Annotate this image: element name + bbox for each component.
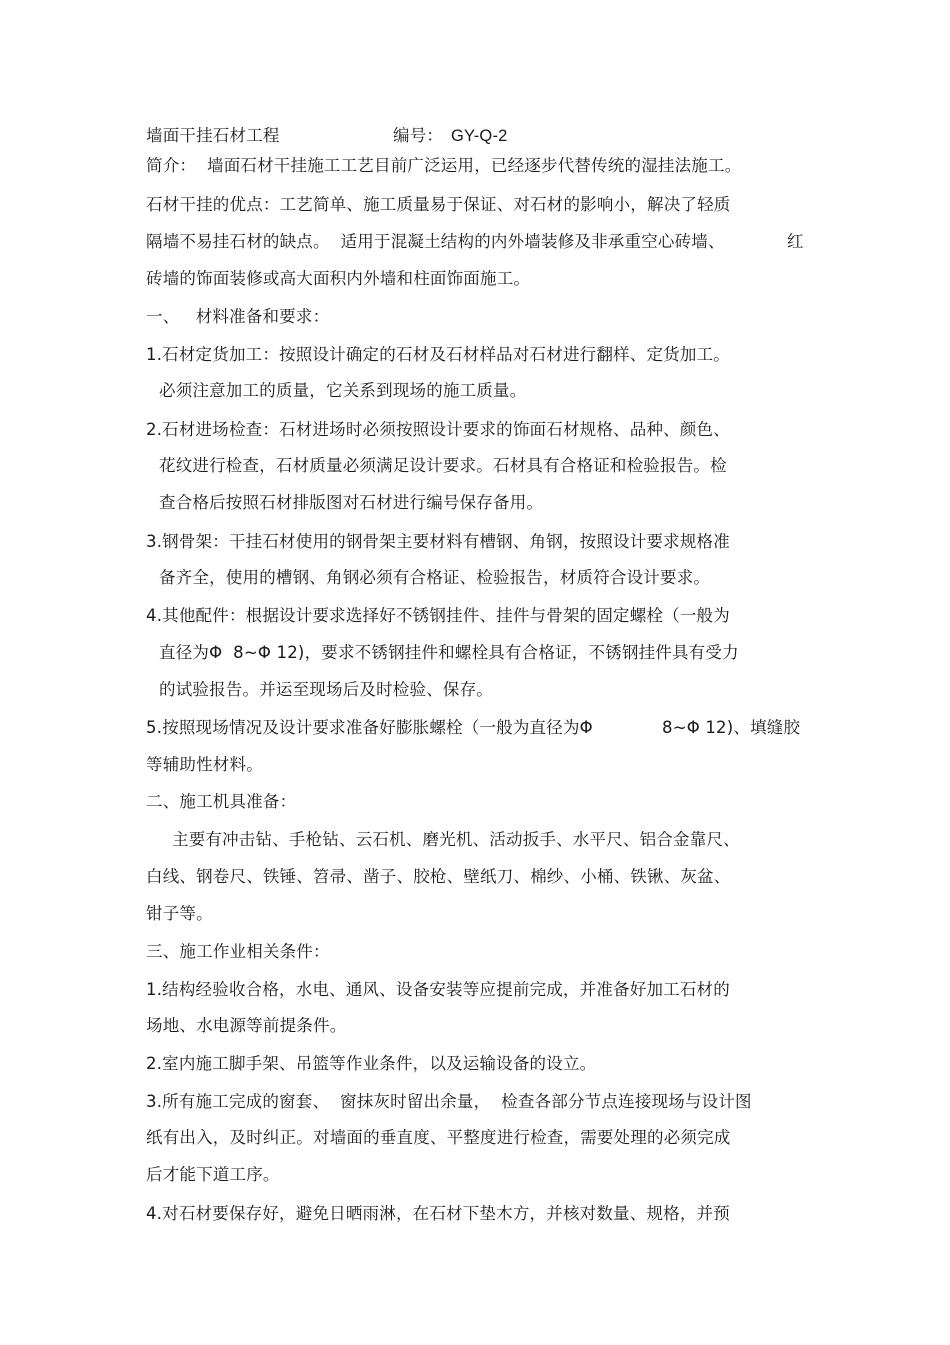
text-line: 必须注意加工的质量，它关系到现场的施工质量。 xyxy=(159,381,527,400)
text-line: 1.石材定货加工：按照设计确定的石材及石材样品对石材进行翻样、定货加工。 xyxy=(146,345,730,364)
document-title: 墙面干挂石材工程 xyxy=(146,126,280,145)
text-line: 隔墙不易挂石材的缺点。 适用于混凝土结构的内外墙装修及非承重空心砖墙、 xyxy=(146,232,725,251)
text-line: 2.室内施工脚手架、吊篮等作业条件，以及运输设备的设立。 xyxy=(146,1054,597,1073)
text-line: 场地、水电源等前提条件。 xyxy=(146,1016,347,1035)
text-line: 石材干挂的优点：工艺简单、施工质量易于保证、对石材的影响小，解决了轻质 xyxy=(146,195,731,214)
text-line: 直径为Φ 8~Φ 12)，要求不锈钢挂件和螺栓具有合格证，不锈钢挂件具有受力 xyxy=(159,643,739,662)
code-label: 编号： xyxy=(393,126,444,145)
text-line: 3.所有施工完成的窗套、 窗抹灰时留出余量， 检查各部分节点连接现场与设计图 xyxy=(146,1092,752,1111)
text-line: 5.按照现场情况及设计要求准备好膨胀螺栓（一般为直径为Φ xyxy=(146,718,593,737)
text-line: 4.其他配件：根据设计要求选择好不锈钢挂件、挂件与骨架的固定螺栓（一般为 xyxy=(146,606,730,625)
text-line: 后才能下道工序。 xyxy=(146,1165,280,1184)
text-line: 红 xyxy=(787,232,804,251)
text-line: 1.结构经验收合格，水电、通风、设备安装等应提前完成，并准备好加工石材的 xyxy=(146,980,730,999)
section-heading: 一、 材料准备和要求： xyxy=(146,307,330,326)
text-line: 的试验报告。并运至现场后及时检验、保存。 xyxy=(159,680,493,699)
text-line: 2.石材进场检查：石材进场时必须按照设计要求的饰面石材规格、品种、颜色、 xyxy=(146,420,730,439)
text-line: 纸有出入，及时纠正。对墙面的垂直度、平整度进行检查，需要处理的必须完成 xyxy=(146,1128,731,1147)
text-line: 4.对石材要保存好，避免日晒雨淋，在石材下垫木方，并核对数量、规格，并预 xyxy=(146,1204,730,1223)
text-line: 备齐全，使用的槽钢、角钢必须有合格证、检验报告，材质符合设计要求。 xyxy=(159,568,711,587)
text-line: 3.钢骨架：干挂石材使用的钢骨架主要材料有槽钢、角钢，按照设计要求规格准 xyxy=(146,532,730,551)
text-line: 钳子等。 xyxy=(146,904,213,923)
text-line: 砖墙的饰面装修或高大面积内外墙和柱面饰面施工。 xyxy=(146,269,531,288)
text-line: 8~Φ 12)、填缝胶 xyxy=(662,718,801,737)
section-heading: 三、施工作业相关条件： xyxy=(146,942,330,961)
code-value: GY-Q-2 xyxy=(451,127,508,145)
section-heading: 二、施工机具准备： xyxy=(146,792,297,811)
text-line: 简介： 墙面石材干挂施工工艺目前广泛运用，已经逐步代替传统的湿挂法施工。 xyxy=(146,156,742,175)
text-line: 等辅助性材料。 xyxy=(146,755,263,774)
text-line: 花纹进行检查，石材质量必须满足设计要求。石材具有合格证和检验报告。检 xyxy=(159,456,727,475)
text-line: 白线、钢卷尺、铁锤、笤帚、凿子、胶枪、壁纸刀、棉纱、小桶、铁锹、灰盆、 xyxy=(146,867,731,886)
text-line: 查合格后按照石材排版图对石材进行编号保存备用。 xyxy=(159,493,544,512)
text-line: 主要有冲击钻、手枪钻、云石机、磨光机、活动扳手、水平尺、铝合金靠尺、 xyxy=(172,830,740,849)
